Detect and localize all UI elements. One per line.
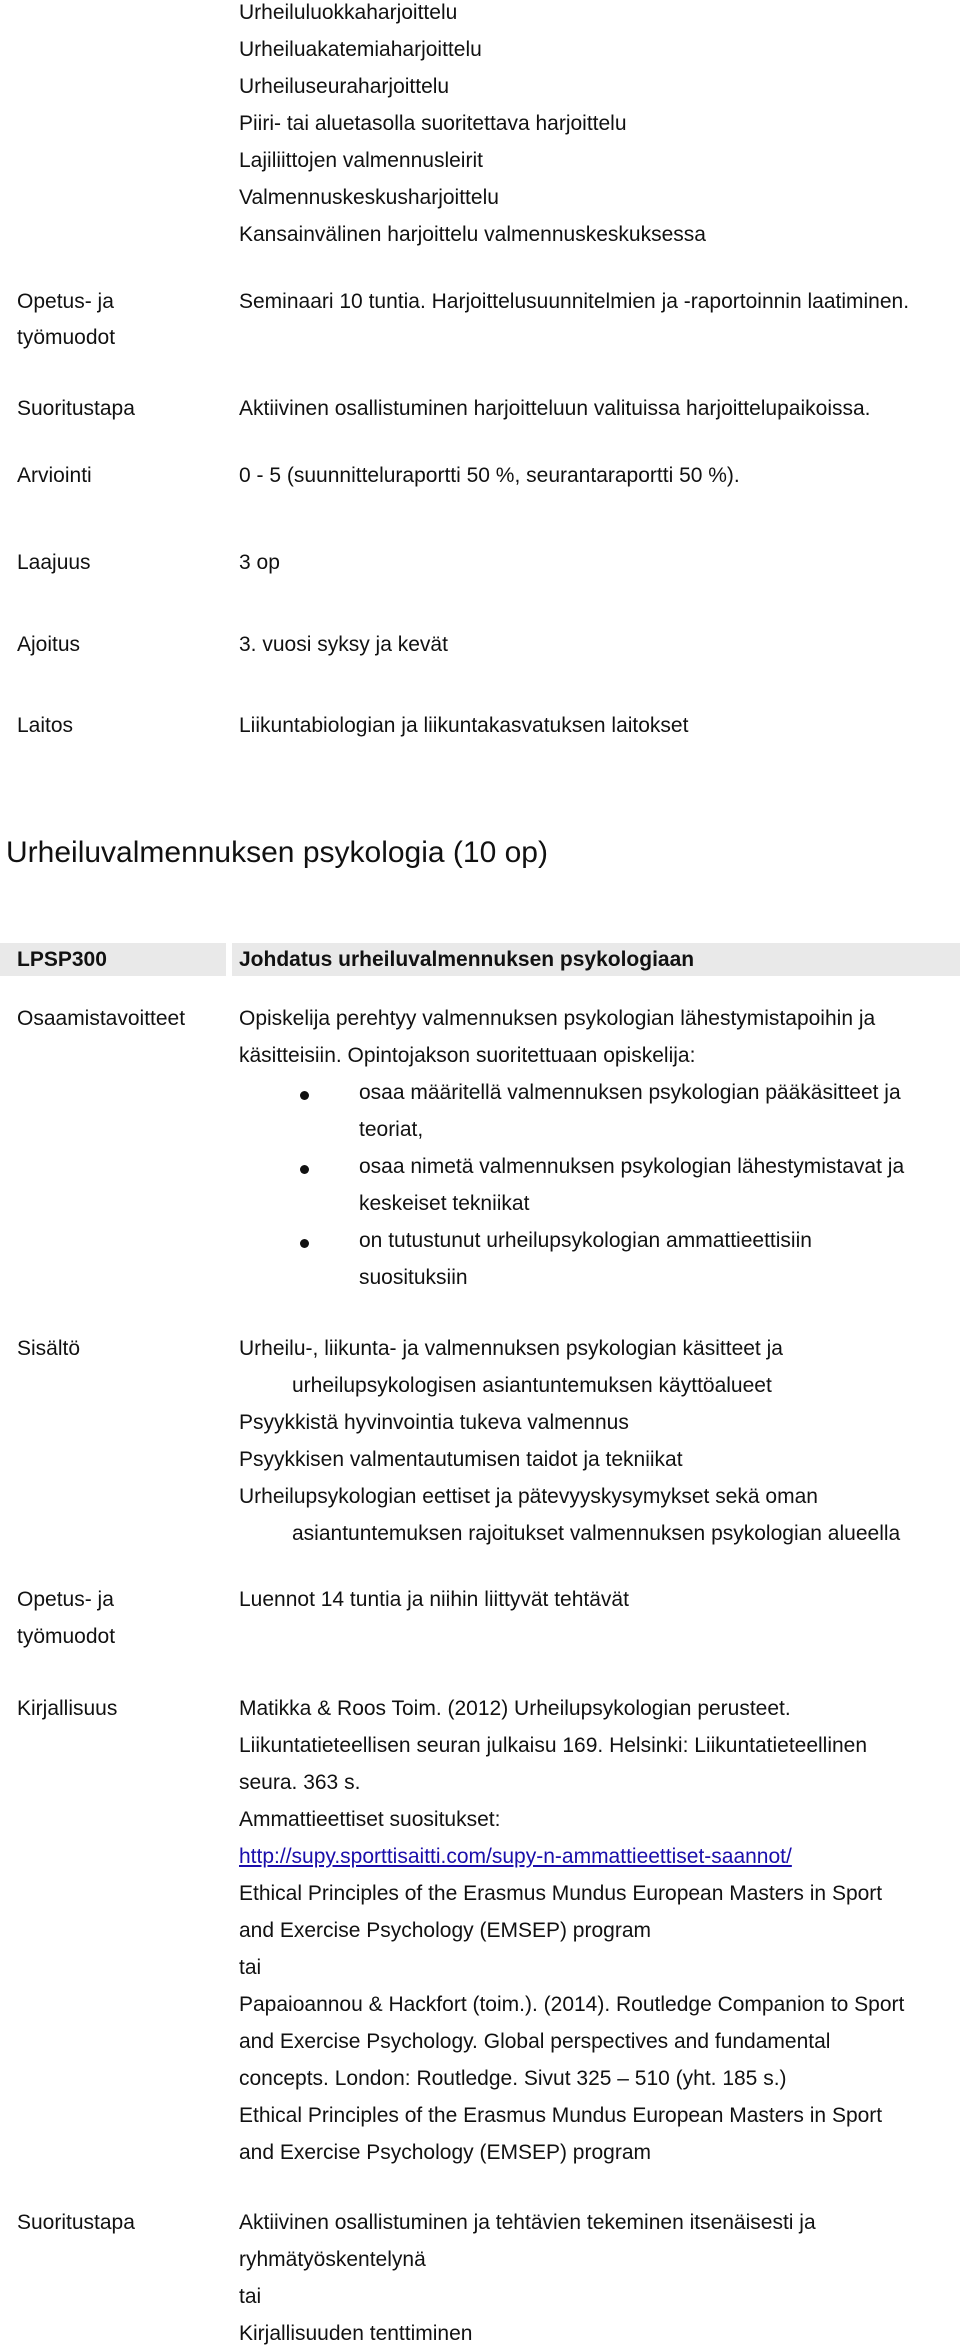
list-item: Piiri- tai aluetasolla suoritettava harjoittelu — [239, 112, 627, 135]
kirjallisuus-text: concepts. London: Routledge. Sivut 325 – 510 (yht. 185 s.) — [239, 2067, 787, 2090]
list-item: Urheiluluokkaharjoittelu — [239, 1, 458, 24]
opetus-label: työmuodot — [17, 326, 116, 349]
kirjallisuus-text: Ammattieettiset suositukset: — [239, 1808, 501, 1831]
suoritustapa-label: Suoritustapa — [17, 397, 135, 420]
list-item: Urheiluseuraharjoittelu — [239, 75, 450, 98]
kirjallisuus-text: Liikuntatieteellisen seuran julkaisu 169. Helsinki: Liikuntatieteellinen — [239, 1734, 868, 1757]
kirjallisuus-text: Papaioannou & Hackfort (toim.). (2014). Routledge Companion to Sport — [239, 1993, 905, 2016]
kirjallisuus-text: Ethical Principles of the Erasmus Mundus European Masters in Sport — [239, 2104, 883, 2127]
bullet-text: keskeiset tekniikat — [359, 1192, 530, 1215]
list-item: Urheiluakatemiaharjoittelu — [239, 38, 482, 61]
laitos-label: Laitos — [17, 714, 74, 737]
bullet-text: on tutustunut urheilupsykologian ammattieettisiin — [359, 1229, 812, 1252]
bullet-icon — [300, 1239, 309, 1248]
laitos-value: Liikuntabiologian ja liikuntakasvatuksen laitokset — [239, 714, 689, 737]
suoritustapa-value: Aktiivinen osallistuminen harjoitteluun valituissa harjoittelupaikoissa. — [239, 397, 871, 420]
laajuus-value: 3 op — [239, 551, 280, 574]
kirjallisuus-text: and Exercise Psychology (EMSEP) program — [239, 2141, 651, 2164]
arviointi-label: Arviointi — [17, 464, 92, 487]
suoritustapa-text: tai — [239, 2285, 262, 2308]
bullet-icon — [300, 1091, 309, 1100]
opetus-label: Opetus- ja — [17, 1588, 114, 1611]
suoritustapa-text: Kirjallisuuden tenttiminen — [239, 2322, 473, 2345]
opetus-value: Seminaari 10 tuntia. Harjoittelusuunnitelmien ja -raportoinnin laatiminen. — [239, 290, 910, 313]
osaamistavoitteet-text: Opiskelija perehtyy valmennuksen psykologian lähestymistapoihin ja — [239, 1007, 876, 1030]
bullet-icon — [300, 1165, 309, 1174]
ajoitus-value: 3. vuosi syksy ja kevät — [239, 633, 448, 656]
bullet-text: suosituksiin — [359, 1266, 468, 1289]
arviointi-value: 0 - 5 (suunnitteluraportti 50 %, seurantaraportti 50 %). — [239, 464, 740, 487]
kirjallisuus-text: and Exercise Psychology. Global perspectives and fundamental — [239, 2030, 831, 2053]
opetus-label: Opetus- ja — [17, 290, 114, 313]
course-title: Johdatus urheiluvalmennuksen psykologiaan — [239, 948, 695, 971]
sisalto-text: Psyykkistä hyvinvointia tukeva valmennus — [239, 1411, 629, 1434]
course-code: LPSP300 — [17, 948, 107, 971]
kirjallisuus-text: Matikka & Roos Toim. (2012) Urheilupsykologian perusteet. — [239, 1697, 791, 1720]
kirjallisuus-text: tai — [239, 1956, 262, 1979]
bullet-text: osaa nimetä valmennuksen psykologian lähestymistavat ja — [359, 1155, 905, 1178]
opetus-label: työmuodot — [17, 1625, 116, 1648]
bullet-text: teoriat, — [359, 1118, 424, 1141]
ethics-link[interactable]: http://supy.sporttisaitti.com/supy-n-ammattieettiset-saannot/ — [239, 1845, 792, 1868]
kirjallisuus-label: Kirjallisuus — [17, 1697, 118, 1720]
suoritustapa-text: Aktiivinen osallistuminen ja tehtävien tekeminen itsenäisesti ja — [239, 2211, 816, 2234]
list-item: Lajiliittojen valmennusleirit — [239, 149, 483, 172]
laajuus-label: Laajuus — [17, 551, 91, 574]
sisalto-text: asiantuntemuksen rajoitukset valmennuksen psykologian alueella — [292, 1522, 901, 1545]
opetus-value: Luennot 14 tuntia ja niihin liittyvät tehtävät — [239, 1588, 629, 1611]
sisalto-text: Urheilu-, liikunta- ja valmennuksen psykologian käsitteet ja — [239, 1337, 783, 1360]
osaamistavoitteet-text: käsitteisiin. Opintojakson suoritettuaan opiskelija: — [239, 1044, 696, 1067]
list-item: Valmennuskeskusharjoittelu — [239, 186, 499, 209]
ajoitus-label: Ajoitus — [17, 633, 81, 656]
kirjallisuus-text: and Exercise Psychology (EMSEP) program — [239, 1919, 651, 1942]
section-heading: Urheiluvalmennuksen psykologia (10 op) — [6, 836, 548, 869]
bullet-text: osaa määritellä valmennuksen psykologian pääkäsitteet ja — [359, 1081, 901, 1104]
suoritustapa-text: ryhmätyöskentelynä — [239, 2248, 426, 2271]
sisalto-label: Sisältö — [17, 1337, 81, 1360]
kirjallisuus-text: Ethical Principles of the Erasmus Mundus European Masters in Sport — [239, 1882, 883, 1905]
list-item: Kansainvälinen harjoittelu valmennuskeskuksessa — [239, 223, 706, 246]
osaamistavoitteet-label: Osaamistavoitteet — [17, 1007, 186, 1030]
sisalto-text: Psyykkisen valmentautumisen taidot ja tekniikat — [239, 1448, 683, 1471]
sisalto-text: urheilupsykologisen asiantuntemuksen käyttöalueet — [292, 1374, 772, 1397]
sisalto-text: Urheilupsykologian eettiset ja pätevyyskysymykset sekä oman — [239, 1485, 818, 1508]
kirjallisuus-text: seura. 363 s. — [239, 1771, 361, 1794]
suoritustapa-label: Suoritustapa — [17, 2211, 135, 2234]
